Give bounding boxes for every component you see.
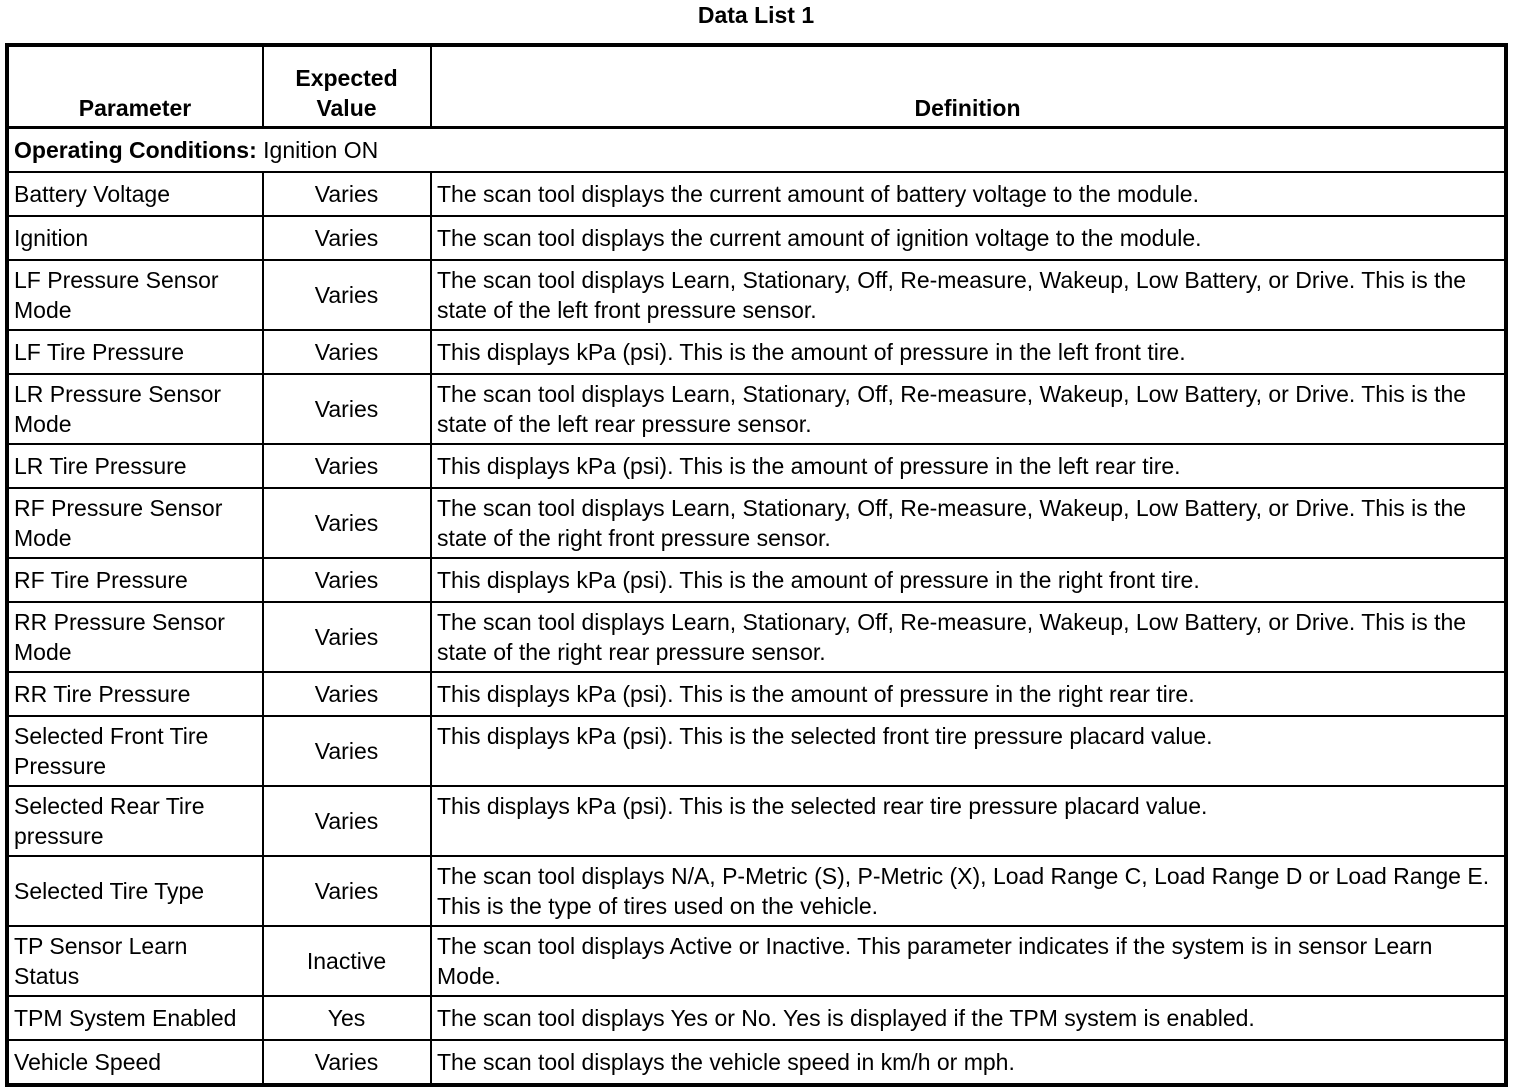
definition-cell: This displays kPa (psi). This is the amount of pressure in the left front tire. [431, 330, 1506, 374]
table-row [7, 374, 1506, 444]
expected-value-cell: Varies [263, 716, 431, 786]
parameter-cell: TP Sensor Learn Status [7, 926, 263, 996]
definition-cell: The scan tool displays Learn, Stationary, Off, Re-measure, Wakeup, Low Battery, or Drive. This is the state of the left rear pressure sensor. [431, 374, 1506, 444]
parameter-cell: Battery Voltage [7, 172, 263, 216]
parameter-cell: Selected Front Tire Pressure [7, 716, 263, 786]
expected-value-cell: Varies [263, 260, 431, 330]
definition-cell: This displays kPa (psi). This is the amount of pressure in the left rear tire. [431, 444, 1506, 488]
definition-cell: The scan tool displays Learn, Stationary, Off, Re-measure, Wakeup, Low Battery, or Drive. This is the state of the right rear pressure sensor. [431, 602, 1506, 672]
header-parameter: Parameter [7, 45, 263, 128]
expected-value-cell: Varies [263, 1040, 431, 1085]
parameter-cell: LF Tire Pressure [7, 330, 263, 374]
expected-value-cell: Yes [263, 996, 431, 1040]
definition-cell: This displays kPa (psi). This is the selected rear tire pressure placard value. [431, 786, 1506, 856]
expected-value-cell: Varies [263, 488, 431, 558]
expected-value-cell: Varies [263, 330, 431, 374]
table-row [7, 856, 1506, 926]
definition-cell: The scan tool displays the current amount of battery voltage to the module. [431, 172, 1506, 216]
header-definition: Definition [431, 45, 1506, 128]
table-row [7, 558, 1506, 602]
table-row [7, 926, 1506, 996]
parameter-cell: Selected Rear Tire pressure [7, 786, 263, 856]
table-row [7, 488, 1506, 558]
operating-conditions-label: Operating Conditions: [14, 137, 257, 163]
parameter-cell: LR Tire Pressure [7, 444, 263, 488]
expected-value-cell: Varies [263, 672, 431, 716]
table-row [7, 216, 1506, 260]
header-expected-value [263, 45, 431, 128]
table-row [7, 172, 1506, 216]
parameter-cell: LR Pressure Sensor Mode [7, 374, 263, 444]
table-row [7, 260, 1506, 330]
definition-cell: The scan tool displays Learn, Stationary, Off, Re-measure, Wakeup, Low Battery, or Drive. This is the state of the right front pressure sensor. [431, 488, 1506, 558]
header-expected-line2: Value [316, 95, 377, 121]
expected-value-cell: Varies [263, 172, 431, 216]
operating-conditions-row [7, 128, 1506, 173]
parameter-cell: Selected Tire Type [7, 856, 263, 926]
table-row [7, 996, 1506, 1040]
parameter-cell: RR Pressure Sensor Mode [7, 602, 263, 672]
definition-cell: This displays kPa (psi). This is the amount of pressure in the right front tire. [431, 558, 1506, 602]
expected-value-cell: Varies [263, 444, 431, 488]
table-row [7, 602, 1506, 672]
expected-value-cell: Varies [263, 786, 431, 856]
definition-cell: The scan tool displays the vehicle speed in km/h or mph. [431, 1040, 1506, 1085]
parameter-cell: Vehicle Speed [7, 1040, 263, 1085]
data-list-table [5, 43, 1508, 1087]
table-row [7, 330, 1506, 374]
table-row [7, 444, 1506, 488]
parameter-cell: TPM System Enabled [7, 996, 263, 1040]
expected-value-cell: Inactive [263, 926, 431, 996]
definition-cell: The scan tool displays Active or Inactive. This parameter indicates if the system is in sensor Learn Mode. [431, 926, 1506, 996]
definition-cell: The scan tool displays the current amount of ignition voltage to the module. [431, 216, 1506, 260]
expected-value-cell: Varies [263, 602, 431, 672]
table-header-row [7, 45, 1506, 128]
expected-value-cell: Varies [263, 374, 431, 444]
expected-value-cell: Varies [263, 216, 431, 260]
table-row [7, 672, 1506, 716]
table-row [7, 716, 1506, 786]
table-row [7, 786, 1506, 856]
definition-cell: The scan tool displays Learn, Stationary, Off, Re-measure, Wakeup, Low Battery, or Drive. This is the state of the left front pressure sensor. [431, 260, 1506, 330]
definition-cell: This displays kPa (psi). This is the selected front tire pressure placard value. [431, 716, 1506, 786]
expected-value-cell: Varies [263, 558, 431, 602]
operating-conditions-cell [7, 128, 1506, 173]
parameter-cell: LF Pressure Sensor Mode [7, 260, 263, 330]
definition-cell: The scan tool displays Yes or No. Yes is displayed if the TPM system is enabled. [431, 996, 1506, 1040]
definition-cell: The scan tool displays N/A, P-Metric (S), P-Metric (X), Load Range C, Load Range D or Load Range E. This is the type of tires used on the vehicle. [431, 856, 1506, 926]
definition-cell: This displays kPa (psi). This is the amount of pressure in the right rear tire. [431, 672, 1506, 716]
parameter-cell: RF Tire Pressure [7, 558, 263, 602]
expected-value-cell: Varies [263, 856, 431, 926]
page-title: Data List 1 [697, 2, 815, 28]
parameter-cell: RF Pressure Sensor Mode [7, 488, 263, 558]
parameter-cell: Ignition [7, 216, 263, 260]
parameter-cell: RR Tire Pressure [7, 672, 263, 716]
operating-conditions-value: Ignition ON [256, 137, 379, 163]
header-expected-line1: Expected [295, 65, 398, 91]
table-row [7, 1040, 1506, 1085]
